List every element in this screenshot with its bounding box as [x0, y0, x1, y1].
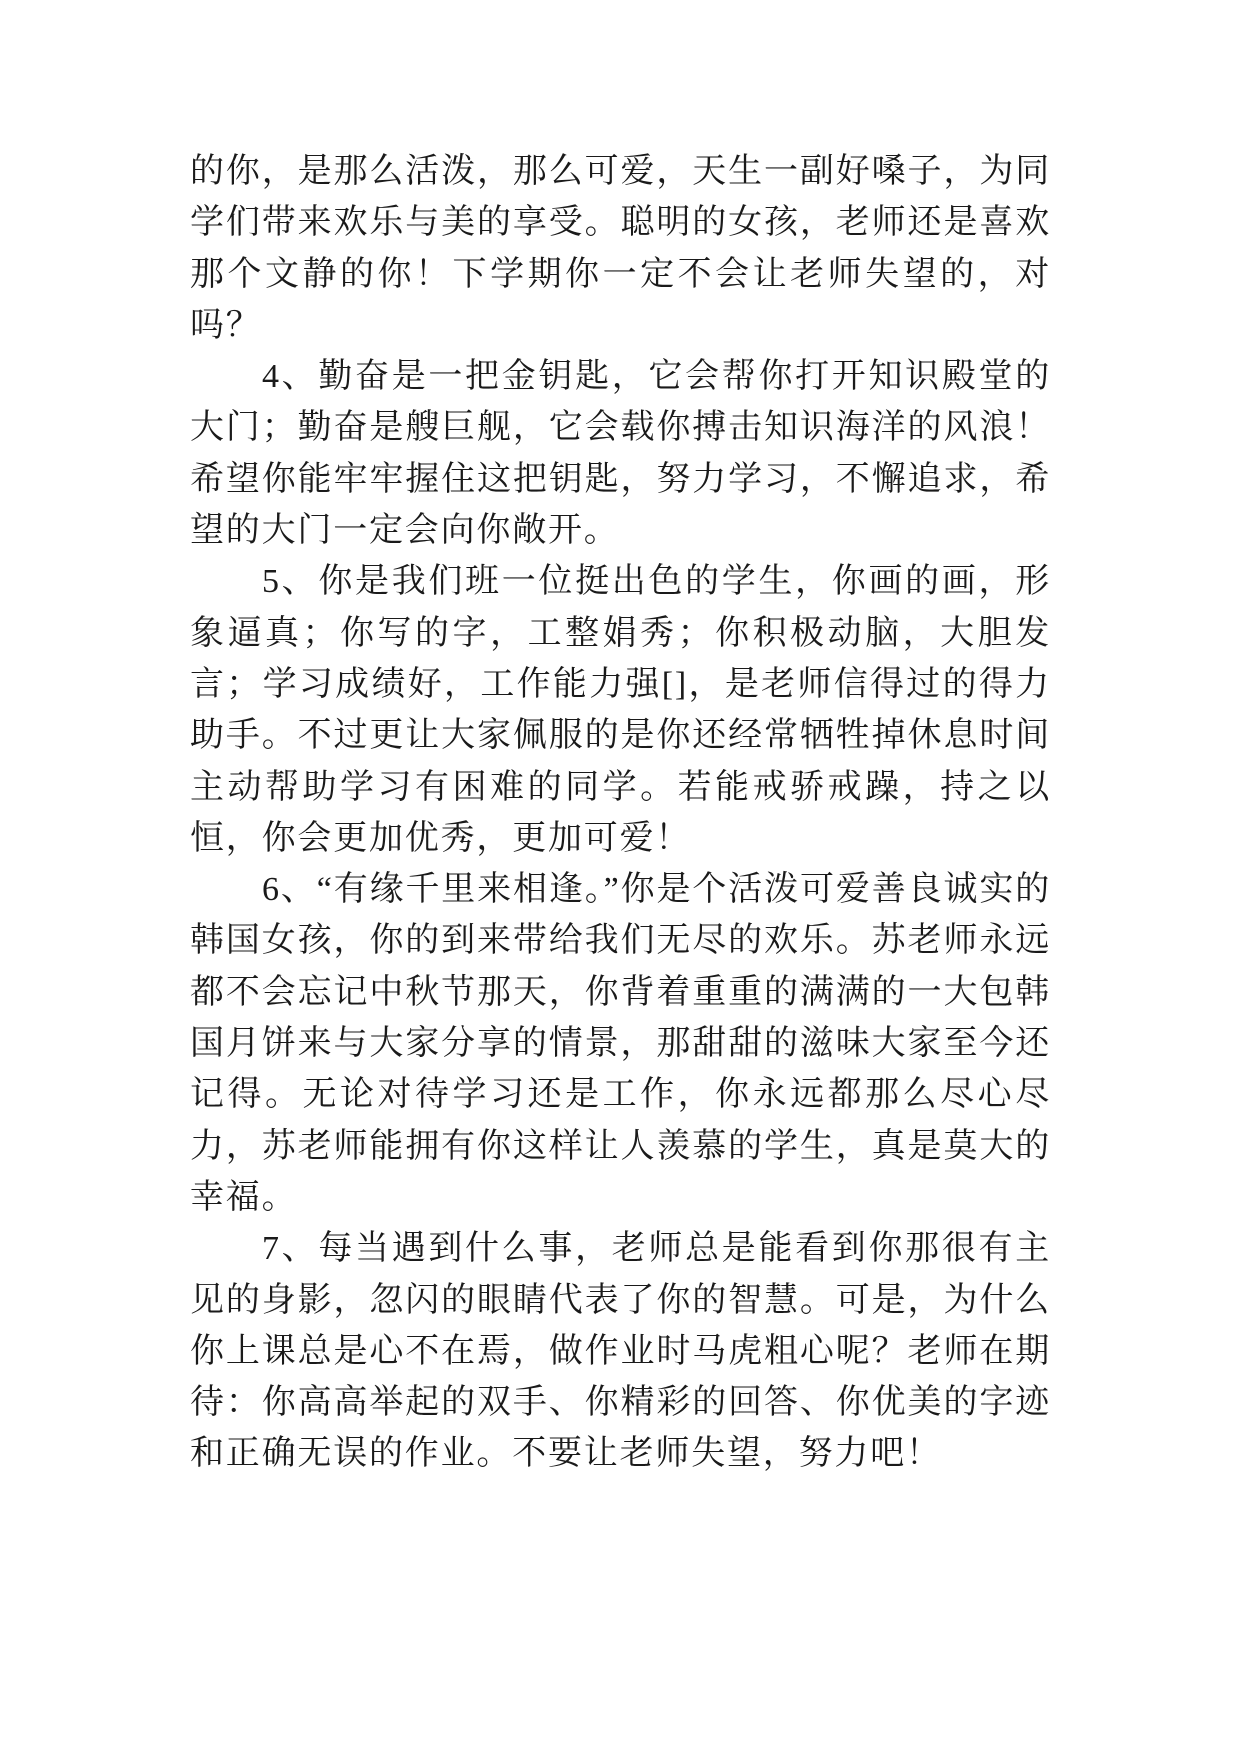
paragraph-4: 4、勤奋是一把金钥匙，它会帮你打开知识殿堂的大门；勤奋是艘巨舰，它会载你搏击知识海洋的风浪！希望你能牢牢握住这把钥匙，努力学习，不懈追求，希望的大门一定会向你敞开。 — [190, 358, 1051, 550]
paragraph-continuation: 的你，是那么活泼，那么可爱，天生一副好嗓子，为同学们带来欢乐与美的享受。聪明的女孩，老师还是喜欢那个文静的你！下学期你一定不会让老师失望的，对吗？ — [190, 153, 1051, 344]
paragraph-6: 6、“有缘千里来相逢。”你是个活泼可爱善良诚实的韩国女孩，你的到来带给我们无尽的欢乐。苏老师永远都不会忘记中秋节那天，你背着重重的满满的一大包韩国月饼来与大家分享的情景，那甜甜的滋味大家至今还记得。无论对待学习还是工作，你永远都那么尽心尽力，苏老师能拥有你这样让人羡慕的学生，真是莫大的幸福。 — [190, 871, 1051, 1216]
paragraph-5: 5、你是我们班一位挺出色的学生，你画的画，形象逼真；你写的字，工整娟秀；你积极动脑，大胆发言；学习成绩好，工作能力强[]，是老师信得过的得力助手。不过更让大家佩服的是你还经常牺牲掉休息时间主动帮助学习有困难的同学。若能戒骄戒躁，持之以恒，你会更加优秀，更加可爱！ — [190, 563, 1051, 857]
paragraph-7: 7、每当遇到什么事，老师总是能看到你那很有主见的身影，忽闪的眼睛代表了你的智慧。可是，为什么你上课总是心不在焉，做作业时马虎粗心呢？老师在期待：你高高举起的双手、你精彩的回答、你优美的字迹和正确无误的作业。不要让老师失望，努力吧！ — [190, 1230, 1051, 1473]
